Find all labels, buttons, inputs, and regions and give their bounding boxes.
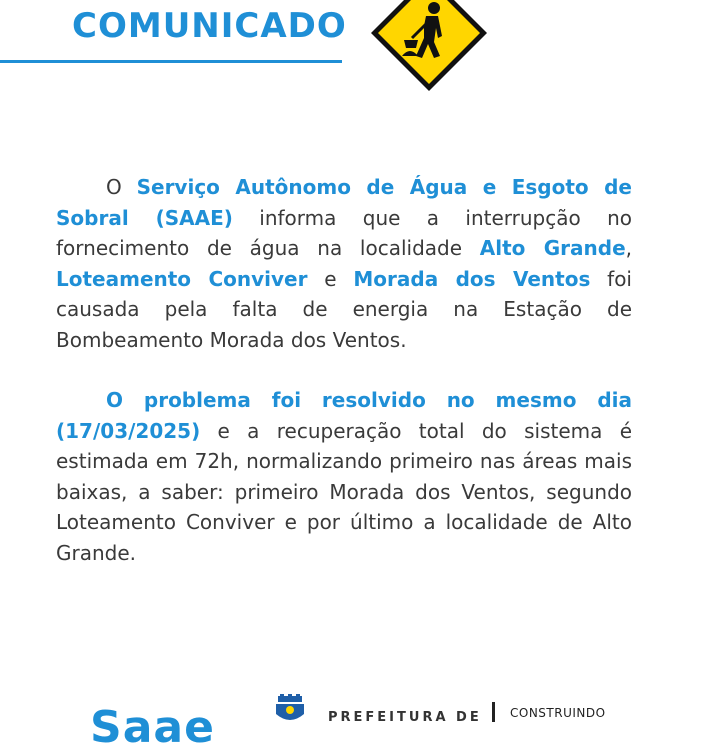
title-underline [0,60,342,63]
highlight-alto-grande: Alto Grande [479,236,626,260]
text-segment: O [106,175,137,199]
text-segment: e [307,266,354,291]
highlight-resolved: O problema foi resolvido no mesmo dia (17/03/2025) [56,388,632,443]
highlight-morada-dos-ventos: Morada dos Ventos [353,266,591,291]
paragraph-2 [56,385,632,568]
header [0,0,720,90]
highlight-loteamento-conviver: Loteamento Conviver [56,266,308,291]
page-title: COMUNICADO [72,6,347,46]
text-segment: informa que a interrupção no fornecimento de água na localidade [56,205,632,260]
city-crest-icon [270,694,310,724]
footer [0,680,720,753]
footer-divider [492,702,495,722]
saae-logo: Saae [90,702,215,753]
road-work-sign-icon [368,0,490,94]
announcement-body [56,172,632,568]
construindo-label: CONSTRUINDO [510,706,606,720]
text-segment: foi causada pela falta de energia na Estação de Bombeamento Morada dos Ventos. [56,266,632,352]
prefeitura-label: PREFEITURA DE [328,710,482,725]
text-segment: e a recuperação total do sistema é estimada em 72h, normalizando primeiro nas áreas mais baixas, a saber: primeiro Morada dos Ventos, segundo Loteamento Conviver e por último a localidade de Alto Grande. [56,418,632,565]
paragraph-1 [56,172,632,355]
text-segment: , [625,236,632,260]
highlight-saae: Serviço Autônomo de Água e Esgoto de Sobral (SAAE) [56,175,632,230]
